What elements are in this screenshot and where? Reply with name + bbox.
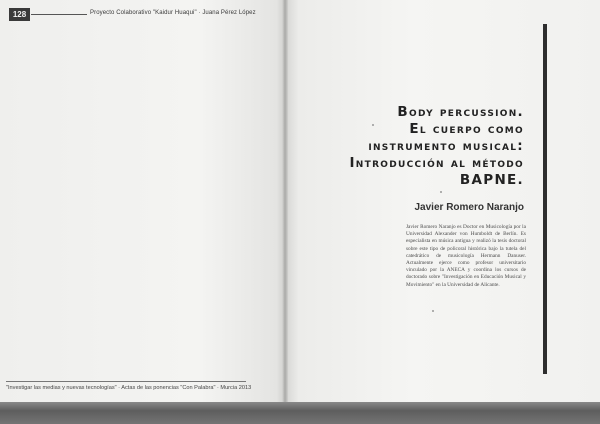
right-page [286,0,600,402]
decorative-side-bar [543,24,547,374]
author-name: Javier Romero Naranjo [414,202,524,213]
title-line: El cuerpo como [409,121,524,137]
title-line: Body percussion. [397,104,524,120]
footer-rule [6,381,246,382]
left-page [0,0,285,402]
author-bio: Javier Romero Naranjo es Doctor en Musicología por la Universidad Alexander von Humboldt de Berlín. Es especialista en música antigua y realizó la tesis doctoral sobre este tipo de policoral histórica bajo la tutela del catedrático de musicología Hermann Danuser. Actualmente ejerce como profesor universitario vinculado por la ANECA y coordina los cursos de doctorado sobre "Investigación en Educación Musical y Movimiento" en la Universidad de Alicante. [406,224,526,288]
book-gutter [282,0,288,402]
chapter-title [274,104,524,189]
title-line: BAPNE. [459,172,524,188]
scan-bottom-edge [0,402,600,424]
scan-speck [432,310,434,312]
page-footer: "Investigar las medias y nuevas tecnologías" · Actas de las ponencias "Con Palabra" · Murcia 2013 [6,385,252,391]
title-line: Introducción al método [349,155,524,171]
running-header: Proyecto Colaborativo "Kaidur Huaqui" · Juana Pérez López [90,10,256,16]
header-rule [31,14,87,15]
title-line: instrumento musical: [368,138,524,154]
page-number: 128 [9,8,30,21]
scan-speck [372,124,374,126]
scan-speck [440,191,442,193]
